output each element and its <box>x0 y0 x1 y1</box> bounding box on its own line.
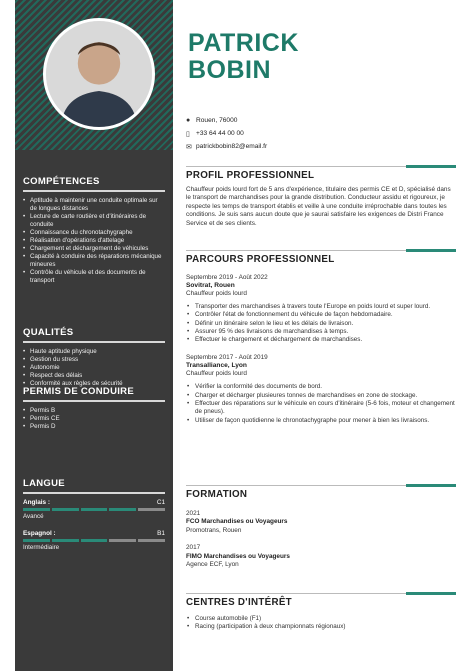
list-item: • Définir un itinéraire selon le lieu et les délais de livraison. <box>186 320 456 328</box>
list-item: • Réalisation d'opérations d'attelage <box>23 237 165 245</box>
section-divider <box>186 166 444 167</box>
list-item: • Chargement et déchargement de véhicules <box>23 245 165 253</box>
interets-list <box>186 615 456 632</box>
language-name: Anglais : <box>23 499 50 506</box>
list-item: • Vérifier la conformité des documents de bord. <box>186 383 456 391</box>
profil-text: Chauffeur poids lourd fort de 5 ans d'expérience, titulaire des permis CE et D, spécialisé dans le transport de marchandises pour la grande distribution. Conducteur assidu et rigoureux, je respecte les temps de transport établis et veille à une conduite irréprochable dans toutes les conditions. Je suis sans aucun doute que je saurai satisfaire les exigences de Distri France Service et de ses clients. <box>186 186 451 227</box>
competences-title: COMPÉTENCES <box>23 176 165 192</box>
job-bullets <box>186 303 456 344</box>
list-item: • Utiliser de façon quotidienne le chronotachygraphe pour mener à bien les livraisons. <box>186 417 456 425</box>
formation-title-text: FIMO Marchandises ou Voyageurs <box>186 552 290 560</box>
list-item: • Permis CE <box>23 415 165 423</box>
job-date: Septembre 2019 - Août 2022 <box>186 274 268 281</box>
location-pin-icon: ● <box>186 117 191 124</box>
job-bullets <box>186 383 456 424</box>
contact-block <box>186 114 267 153</box>
language-code: C1 <box>156 499 165 506</box>
envelope-icon: ✉ <box>186 143 192 151</box>
formation-year: 2017 <box>186 544 201 552</box>
job-role: Chauffeur poids lourd <box>186 290 247 297</box>
competences-section <box>23 176 165 285</box>
language-name: Espagnol : <box>23 530 56 537</box>
formation-place: Agence ECF, Lyon <box>186 561 239 569</box>
language-level-bar <box>23 508 165 511</box>
parcours-title: PARCOURS PROFESSIONNEL <box>186 254 335 265</box>
profile-photo <box>43 18 155 130</box>
profil-section <box>186 170 456 228</box>
formation-title-text: FCO Marchandises ou Voyageurs <box>186 518 288 526</box>
candidate-name <box>188 30 299 84</box>
job-date: Septembre 2017 - Août 2019 <box>186 354 268 362</box>
formation-place: Promotrans, Rouen <box>186 526 242 534</box>
list-item: • Effectuer le chargement et déchargement de marchandises. <box>186 336 456 344</box>
contact-email[interactable]: ✉ patrickbobin82@email.fr <box>186 143 268 151</box>
competences-list <box>23 197 165 285</box>
list-item: • Gestion du stress <box>23 356 165 364</box>
phone-icon: ▯ <box>186 130 190 138</box>
sidebar <box>15 0 173 671</box>
list-item: • Effectuer des réparations sur le véhicule en cours d'itinéraire (5-6 fois, moteur et changement de pneus). <box>186 400 456 417</box>
list-item: • Assurer 95 % des livraisons de marchandises à temps. <box>186 328 456 336</box>
formation-entry <box>186 544 456 569</box>
formation-entry <box>186 510 456 535</box>
section-divider <box>186 593 444 594</box>
formation-year: 2021 <box>186 510 201 517</box>
section-divider <box>186 250 444 251</box>
job-company: Transalliance, Lyon <box>186 362 247 370</box>
language-level-bar <box>23 539 165 542</box>
formation-section <box>186 489 456 569</box>
list-item: • Aptitude à maintenir une conduite optimale sur de longues distances <box>23 197 165 213</box>
list-item: • Connaissance du chronotachygraphe <box>23 229 165 237</box>
list-item: • Respect des délais <box>23 372 165 380</box>
contact-phone: ▯ +33 64 44 00 00 <box>186 130 244 138</box>
language-level: Intermédiaire <box>23 544 60 551</box>
permis-section <box>23 386 165 431</box>
langue-title: LANGUE <box>23 478 165 494</box>
qualites-list <box>23 348 165 388</box>
interets-section <box>186 597 456 632</box>
list-item: • Autonomie <box>23 364 165 372</box>
qualites-title: QUALITÉS <box>23 327 165 343</box>
job-entry <box>186 354 456 424</box>
formation-title: FORMATION <box>186 489 248 500</box>
interets-title: CENTRES D'INTÉRÊT <box>186 597 292 608</box>
list-item: • Capacité à conduire des réparations mécanique mineures <box>23 253 165 269</box>
job-role: Chauffeur poids lourd <box>186 370 247 378</box>
permis-title: PERMIS DE CONDUIRE <box>23 386 165 402</box>
list-item: • Course automobile (F1) <box>186 615 456 623</box>
language-entry <box>23 499 165 520</box>
list-item: • Permis B <box>23 407 165 415</box>
parcours-section <box>186 254 456 425</box>
first-name: PATRICK <box>188 29 299 57</box>
langue-section <box>23 478 165 551</box>
language-entry <box>23 530 165 551</box>
list-item: • Racing (participation à deux championnats régionaux) <box>186 623 456 631</box>
avatar-icon <box>46 21 152 127</box>
list-item: • Haute aptitude physique <box>23 348 165 356</box>
profil-title: PROFIL PROFESSIONNEL <box>186 170 315 181</box>
list-item: • Permis D <box>23 423 165 431</box>
list-item: • Contrôler l'état de fonctionnement du véhicule de façon hebdomadaire. <box>186 311 456 319</box>
list-item: • Transporter des marchandises à travers toute l'Europe en poids lourd et super lourd. <box>186 303 456 311</box>
last-name: BOBIN <box>188 56 272 84</box>
job-company: Sovitrat, Rouen <box>186 282 235 289</box>
contact-address: ● Rouen, 76000 <box>186 117 238 124</box>
language-code: B1 <box>157 530 165 537</box>
permis-list <box>23 407 165 431</box>
section-divider <box>186 485 444 486</box>
list-item: • Charger et décharger plusieures tonnes de marchandises en zone de stockage. <box>186 392 456 400</box>
list-item: • Contrôle du véhicule et des documents de transport <box>23 269 165 285</box>
list-item: • Conformité aux règles de sécurité <box>23 380 165 388</box>
language-level: Avancé <box>23 513 44 520</box>
qualites-section <box>23 327 165 388</box>
job-entry <box>186 274 456 344</box>
list-item: • Lecture de carte routière et d'itinéraires de conduite <box>23 213 165 229</box>
